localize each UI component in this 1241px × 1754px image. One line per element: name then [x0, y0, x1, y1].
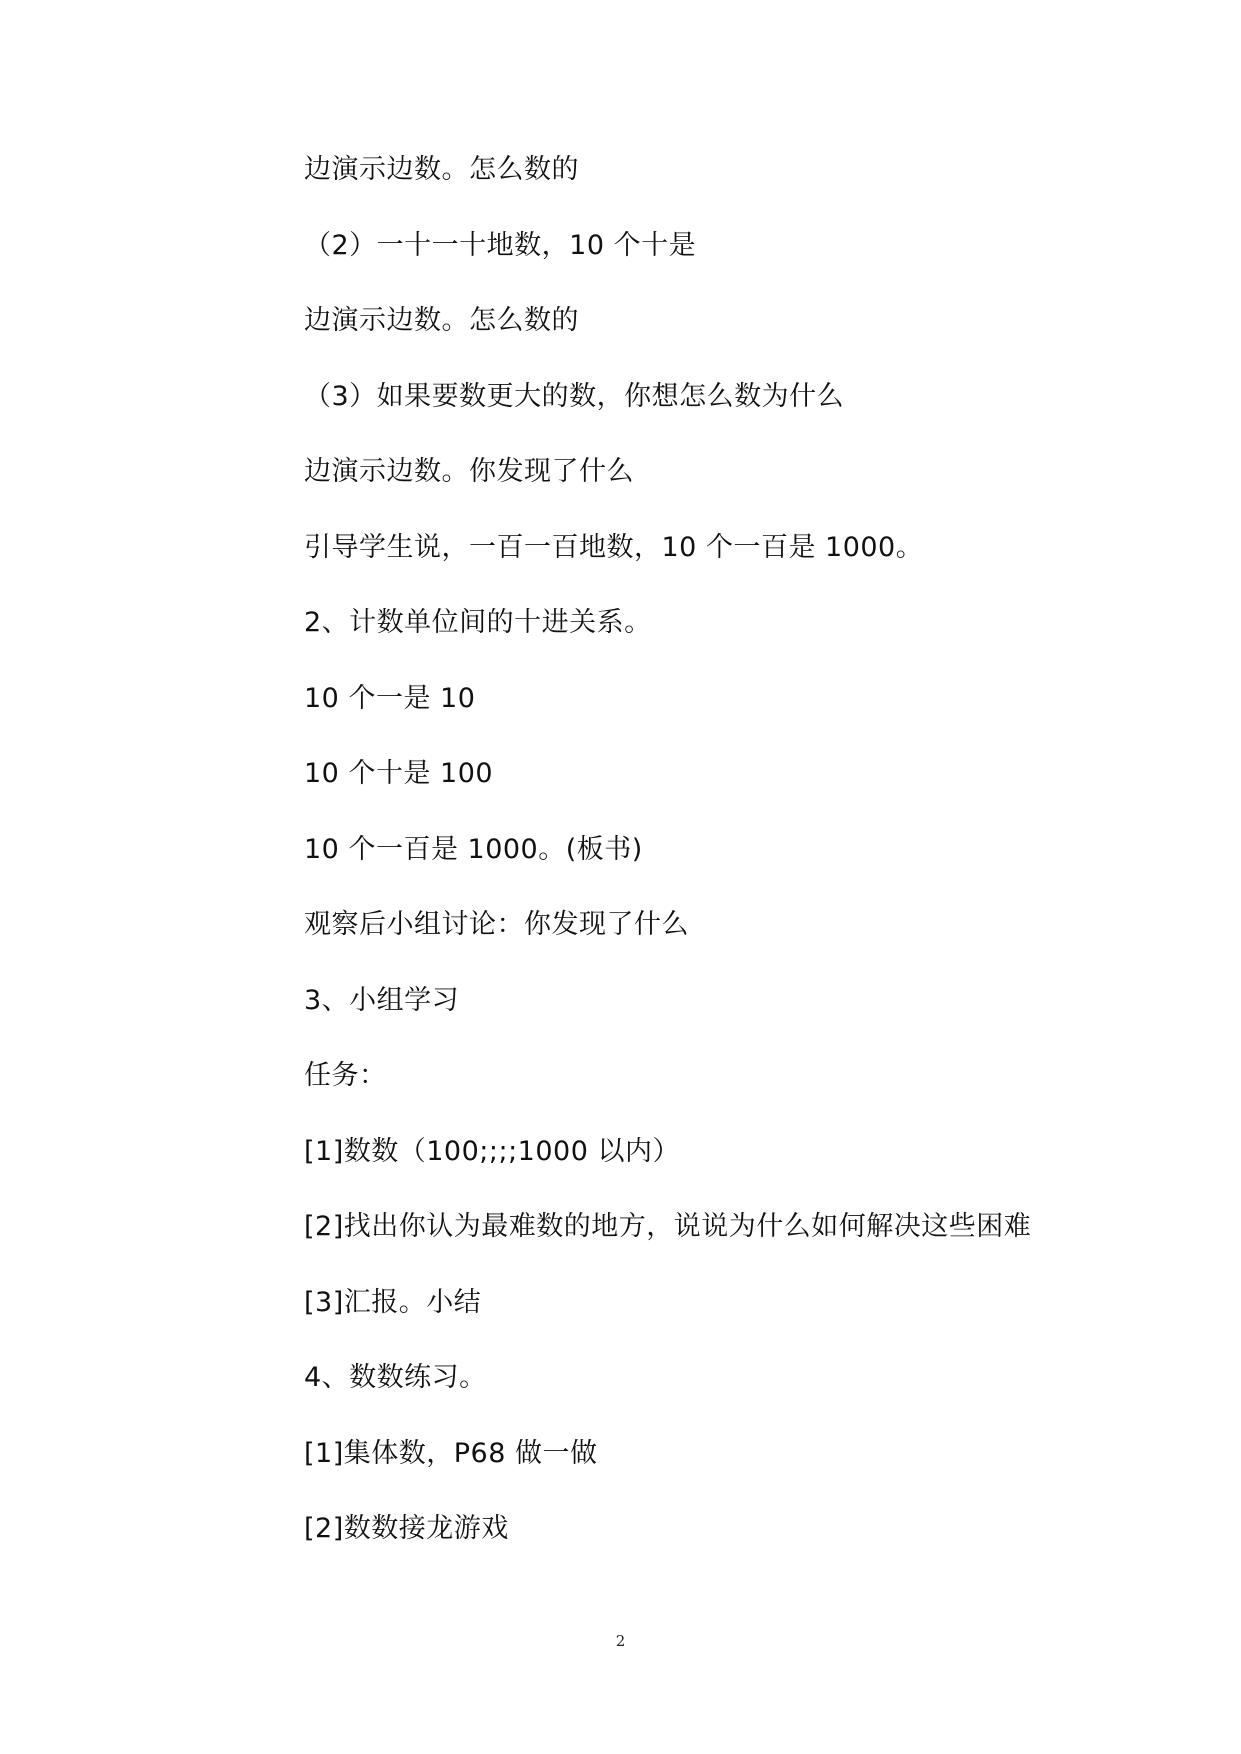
list-item: [1]数数（100;;;;1000 以内） [304, 1135, 680, 1167]
text-line: （3）如果要数更大的数，你想怎么数为什么 [304, 380, 845, 412]
text-line: 任务： [304, 1060, 387, 1091]
text-line: 边演示边数。怎么数的 [304, 154, 579, 185]
text-line: 边演示边数。怎么数的 [304, 305, 579, 336]
section-heading: 4、数数练习。 [304, 1362, 487, 1393]
list-item: [1]集体数，P68 做一做 [304, 1437, 598, 1469]
section-heading: 2、计数单位间的十进关系。 [304, 607, 652, 638]
text-line: （2）一十一十地数，10 个十是 [304, 229, 697, 261]
list-item: [2]数数接龙游戏 [304, 1513, 509, 1544]
text-line: 边演示边数。你发现了什么 [304, 456, 634, 487]
text-line: 10 个一是 10 [304, 682, 476, 714]
list-item: [2]找出你认为最难数的地方，说说为什么如何解决这些困难 [304, 1211, 1032, 1242]
text-line: 观察后小组讨论：你发现了什么 [304, 909, 689, 940]
text-line: 10 个十是 100 [304, 758, 494, 789]
list-item: [3]汇报。小结 [304, 1286, 482, 1318]
document-body [304, 148, 1124, 1583]
section-heading: 3、小组学习 [304, 984, 460, 1016]
text-line: 引导学生说，一百一百地数，10 个一百是 1000。 [304, 531, 924, 563]
page-number: 2 [615, 1632, 626, 1650]
text-line: 10 个一百是 1000。(板书) [304, 833, 643, 865]
